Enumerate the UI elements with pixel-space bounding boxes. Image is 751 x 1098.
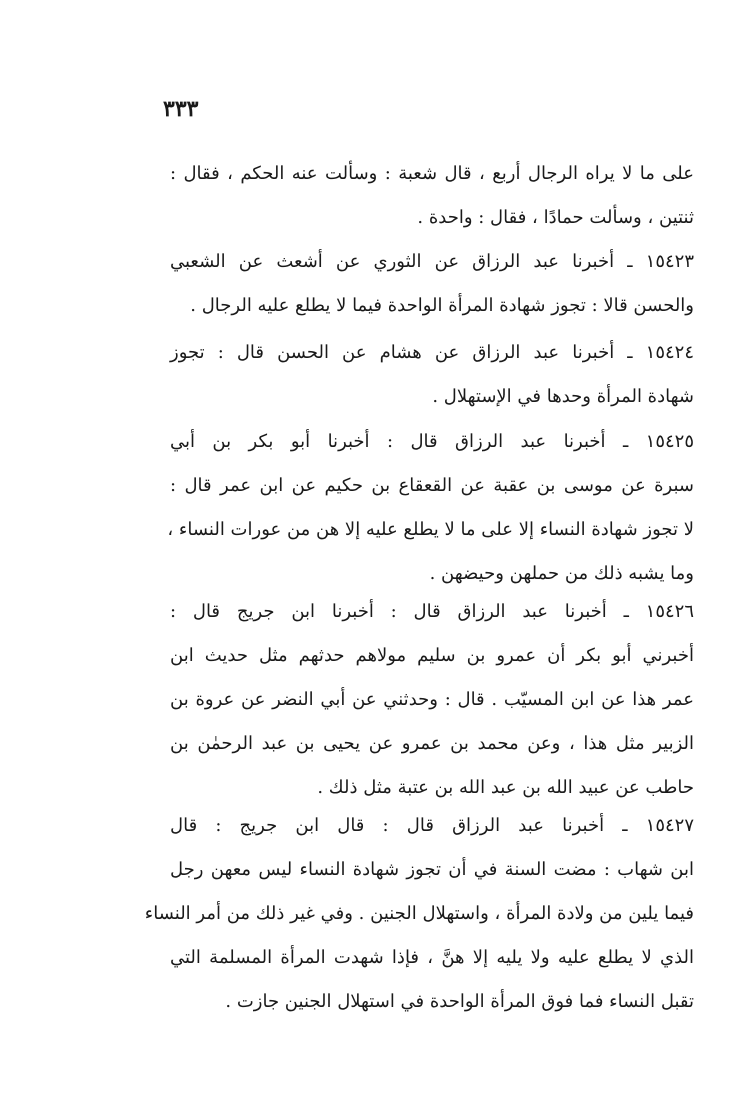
text-line: ثنتين ، وسألت حمادًا ، فقال : واحدة . — [417, 207, 694, 228]
text-line: والحسن قالا : تجوز شهادة المرأة الواحدة فيما لا يطلع عليه الرجال . — [190, 295, 694, 316]
hadith-15427 — [144, 804, 694, 1024]
text-line: سبرة عن موسى بن عقبة عن القعقاع بن حكيم عن ابن عمر قال : — [170, 475, 694, 496]
text-line: على ما لا يراه الرجال أربع ، قال شعبة : وسألت عنه الحكم ، فقال : — [170, 163, 694, 184]
text-line: الذي لا يطلع عليه ولا يليه إلا هنَّ ، فإذا شهدت المرأة المسلمة التي — [170, 947, 694, 968]
text-line: ١٥٤٢٤ ـ أخبرنا عبد الرزاق عن هشام عن الحسن قال : تجوز — [170, 342, 694, 363]
hadith-15426 — [170, 590, 694, 810]
text-line: ١٥٤٢٧ ـ أخبرنا عبد الرزاق قال : قال ابن جريج : قال — [170, 815, 694, 836]
text-line: أخبرني أبو بكر أن عمرو بن سليم مولاهم حدثهم مثل حديث ابن — [170, 645, 694, 666]
text-line: فيما يلين من ولادة المرأة ، واستهلال الجنين . وفي غير ذلك من أمر النساء — [144, 903, 694, 924]
text-line: ١٥٤٢٥ ـ أخبرنا عبد الرزاق قال : أخبرنا أبو بكر بن أبي — [170, 431, 694, 452]
text-line: حاطب عن عبيد الله بن عبد الله بن عتبة مثل ذلك . — [317, 777, 694, 798]
hadith-15425 — [167, 420, 694, 596]
paragraph-continuation — [170, 152, 694, 240]
text-line: ١٥٤٢٣ ـ أخبرنا عبد الرزاق عن الثوري عن أشعث عن الشعبي — [170, 251, 694, 272]
page-number: ٣٣٣ — [163, 96, 199, 122]
text-line: لا تجوز شهادة النساء إلا على ما لا يطلع عليه إلا هن من عورات النساء ، — [167, 519, 694, 540]
hadith-15423 — [170, 240, 694, 328]
text-line: الزبير مثل هذا ، وعن محمد بن عمرو عن يحيى بن عبد الرحمٰن بن — [170, 733, 695, 754]
text-line: عمر هذا عن ابن المسيّب . قال : وحدثني عن أبي النضر عن عروة بن — [170, 689, 694, 710]
text-line: ابن شهاب : مضت السنة في أن تجوز شهادة النساء ليس معهن رجل — [170, 859, 694, 880]
text-line: وما يشبه ذلك من حملهن وحيضهن . — [429, 563, 694, 584]
text-line: ١٥٤٢٦ ـ أخبرنا عبد الرزاق قال : أخبرنا ابن جريج قال : — [170, 601, 694, 622]
hadith-15424 — [170, 331, 694, 419]
text-line: تقبل النساء فما فوق المرأة الواحدة في استهلال الجنين جازت . — [225, 991, 694, 1012]
text-line: شهادة المرأة وحدها في الإستهلال . — [432, 386, 694, 407]
